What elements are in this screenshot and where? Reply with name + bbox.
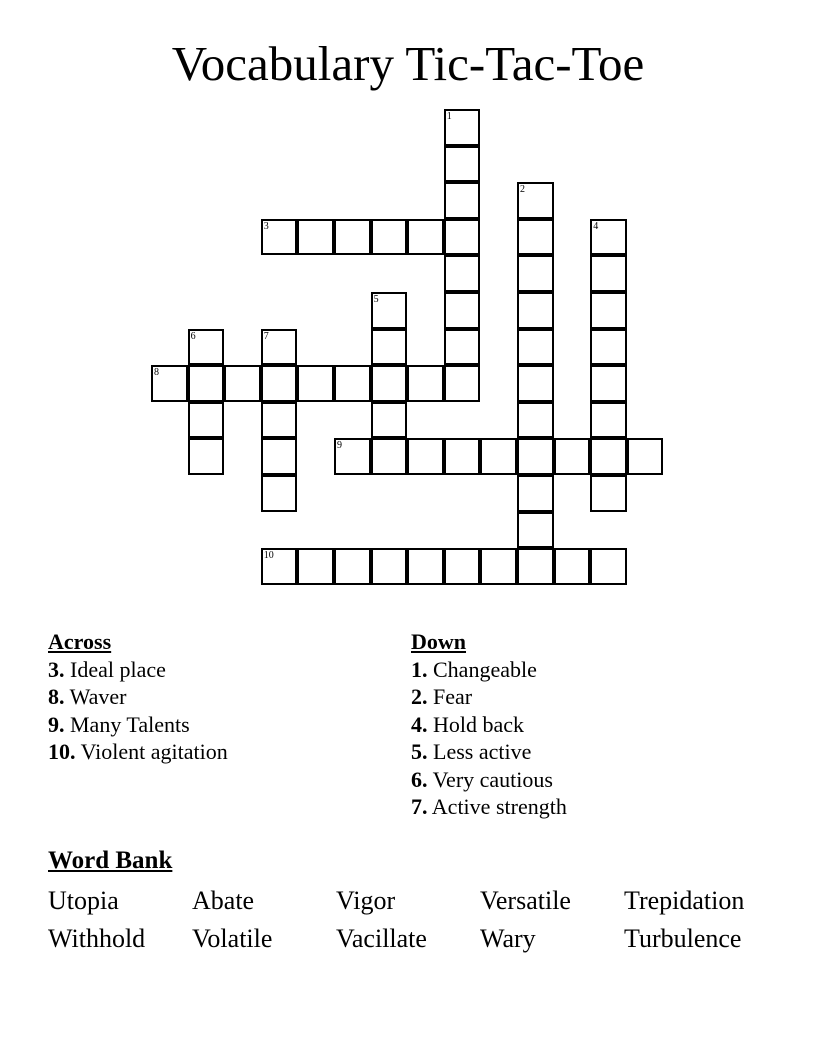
grid-cell[interactable]: [371, 292, 408, 329]
clue-text: Violent agitation: [80, 739, 228, 764]
clue-across-9: [48, 711, 228, 739]
word-bank-item: Vigor: [336, 886, 396, 915]
word-bank-heading: Word Bank: [48, 847, 173, 874]
grid-cell[interactable]: [188, 402, 225, 439]
grid-cell[interactable]: [261, 438, 298, 475]
grid-cell[interactable]: [590, 292, 627, 329]
word-bank-item: Volatile: [192, 924, 273, 953]
cell-number: 6: [190, 330, 196, 342]
grid-cell[interactable]: [334, 438, 371, 475]
cell-number: 10: [263, 550, 274, 562]
clue-number: 8.: [48, 684, 65, 709]
clue-down-5: [411, 738, 567, 766]
grid-cell[interactable]: [261, 402, 298, 439]
grid-cell[interactable]: [444, 255, 481, 292]
across-clues: [48, 628, 228, 766]
grid-cell[interactable]: [407, 548, 444, 585]
clue-across-3: [48, 656, 228, 684]
clue-text: Hold back: [433, 711, 525, 737]
across-heading: Across: [48, 629, 112, 654]
word-bank-row: [48, 920, 788, 958]
grid-cell[interactable]: [261, 475, 298, 512]
grid-cell[interactable]: [517, 219, 554, 256]
grid-cell[interactable]: [517, 512, 554, 549]
clue-text: Fear: [433, 684, 473, 709]
grid-cell[interactable]: [444, 365, 481, 402]
clue-text: Changeable: [433, 656, 537, 682]
word-bank-item: Abate: [192, 886, 255, 915]
grid-cell[interactable]: [334, 365, 371, 402]
grid-cell[interactable]: [517, 402, 554, 439]
clue-text: Very cautious: [432, 766, 553, 792]
grid-cell[interactable]: [297, 548, 334, 585]
grid-cell[interactable]: [480, 548, 517, 585]
grid-cell[interactable]: [407, 438, 444, 475]
grid-cell[interactable]: [444, 438, 481, 475]
grid-cell[interactable]: [590, 219, 627, 256]
grid-cell[interactable]: [371, 365, 408, 402]
grid-cell[interactable]: [590, 475, 627, 512]
grid-cell[interactable]: [444, 219, 481, 256]
word-bank-item: Withhold: [48, 924, 146, 953]
grid-cell[interactable]: [334, 548, 371, 585]
cell-number: 4: [593, 220, 599, 232]
word-bank-row: [48, 882, 788, 920]
grid-cell[interactable]: [517, 438, 554, 475]
clue-text: Many Talents: [70, 711, 190, 737]
grid-cell[interactable]: [517, 365, 554, 402]
grid-cell[interactable]: [517, 292, 554, 329]
clue-text: Active strength: [431, 794, 567, 819]
grid-cell[interactable]: [590, 365, 627, 402]
grid-cell[interactable]: [517, 475, 554, 512]
grid-cell[interactable]: [371, 438, 408, 475]
word-bank-item: Trepidation: [624, 886, 745, 915]
clue-down-4: [411, 711, 567, 739]
clue-number: 5.: [411, 739, 428, 764]
clue-number: 9.: [48, 711, 65, 737]
cell-number: 3: [263, 220, 269, 232]
grid-cell[interactable]: [297, 365, 334, 402]
cell-number: 5: [373, 294, 379, 305]
cell-number: 2: [520, 184, 525, 196]
word-bank-item: Utopia: [48, 886, 119, 915]
grid-cell[interactable]: [261, 365, 298, 402]
page-title: Vocabulary Tic-Tac-Toe: [171, 36, 645, 91]
clue-down-2: [411, 683, 567, 711]
grid-cell[interactable]: [590, 402, 627, 439]
grid-cell[interactable]: [407, 365, 444, 402]
grid-cell[interactable]: [444, 548, 481, 585]
clue-number: 1.: [411, 656, 428, 682]
word-bank-item: Wary: [480, 924, 536, 953]
grid-cell[interactable]: [297, 219, 334, 256]
grid-cell[interactable]: [261, 329, 298, 366]
grid-cell[interactable]: [517, 182, 554, 219]
word-bank-item: Vacillate: [336, 924, 427, 953]
grid-cell[interactable]: [517, 329, 554, 366]
grid-cell[interactable]: [188, 438, 225, 475]
word-bank: [48, 882, 788, 958]
clue-down-6: [411, 766, 567, 794]
clue-text: Waver: [69, 684, 127, 709]
clue-number: 6.: [411, 766, 428, 792]
cell-number: 8: [154, 367, 159, 379]
grid-cell[interactable]: [188, 365, 225, 402]
grid-cell[interactable]: [444, 292, 481, 329]
grid-cell[interactable]: [407, 219, 444, 256]
clue-text: Less active: [433, 739, 532, 764]
clue-text: Ideal place: [70, 656, 166, 682]
grid-cell[interactable]: [590, 329, 627, 366]
grid-cell[interactable]: [554, 548, 591, 585]
grid-cell[interactable]: [371, 329, 408, 366]
grid-cell[interactable]: [444, 146, 481, 183]
grid-cell[interactable]: [371, 548, 408, 585]
grid-cell[interactable]: [590, 255, 627, 292]
grid-cell[interactable]: [590, 548, 627, 585]
clue-number: 4.: [411, 711, 428, 737]
grid-cell[interactable]: [444, 109, 481, 146]
grid-cell[interactable]: [444, 329, 481, 366]
clue-across-10: [48, 738, 228, 766]
cell-number: 7: [263, 330, 269, 342]
word-bank-item: Turbulence: [624, 924, 742, 953]
clue-across-8: [48, 683, 228, 711]
down-heading: Down: [411, 629, 467, 654]
grid-cell[interactable]: [480, 438, 517, 475]
grid-cell[interactable]: [334, 219, 371, 256]
grid-cell[interactable]: [371, 402, 408, 439]
clue-down-7: [411, 793, 567, 821]
grid-cell[interactable]: [371, 219, 408, 256]
grid-cell[interactable]: [188, 329, 225, 366]
grid-cell[interactable]: [151, 365, 188, 402]
grid-cell[interactable]: [590, 438, 627, 475]
down-clues: [411, 628, 567, 821]
clue-number: 3.: [48, 656, 65, 682]
grid-cell[interactable]: [224, 365, 261, 402]
clue-number: 2.: [411, 684, 428, 709]
grid-cell[interactable]: [627, 438, 664, 475]
clue-down-1: [411, 656, 567, 684]
grid-cell[interactable]: [517, 548, 554, 585]
grid-cell[interactable]: [261, 548, 298, 585]
cell-number: 9: [337, 440, 342, 452]
grid-cell[interactable]: [444, 182, 481, 219]
clue-number: 10.: [48, 739, 76, 764]
clue-number: 7.: [411, 794, 428, 819]
grid-cell[interactable]: [517, 255, 554, 292]
grid-cell[interactable]: [554, 438, 591, 475]
grid-cell[interactable]: [261, 219, 298, 256]
word-bank-item: Versatile: [480, 886, 571, 915]
cell-number: 1: [446, 111, 452, 122]
